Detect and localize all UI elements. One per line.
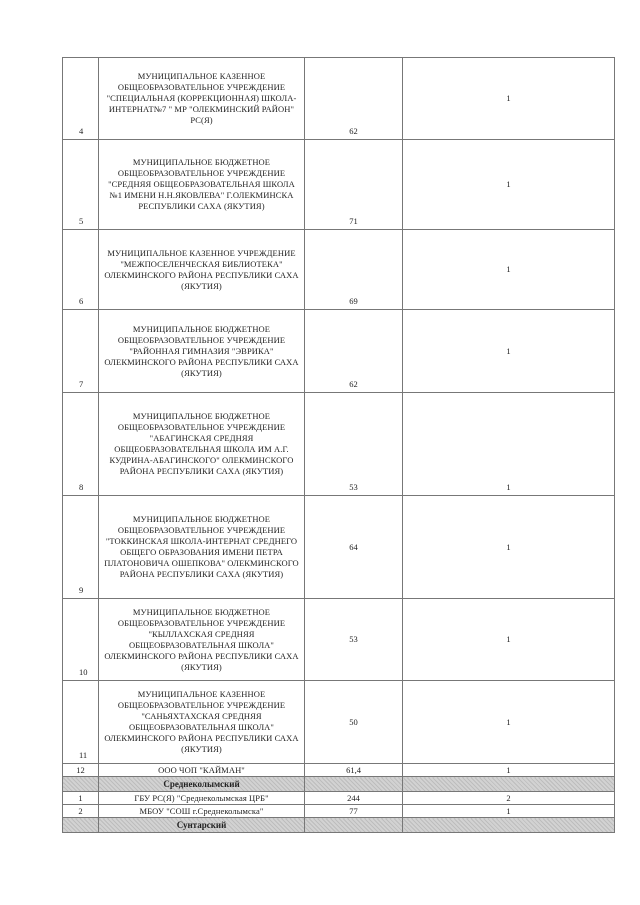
table-row bbox=[63, 792, 615, 805]
organization-name: МУНИЦИПАЛЬНОЕ КАЗЕННОЕ ОБЩЕОБРАЗОВАТЕЛЬНОЕ УЧРЕЖДЕНИЕ "СПЕЦИАЛЬНАЯ (КОРРЕКЦИОННАЯ) ШКОЛА-ИНТЕРНАТ№7 " МР "ОЛЕКМИНСКИЙ РАЙОН" РС(Я) bbox=[99, 58, 305, 140]
table-row bbox=[63, 805, 615, 818]
employee-count: 50 bbox=[305, 681, 403, 764]
quota-value: 1 bbox=[403, 140, 615, 230]
organization-name: МБОУ "СОШ г.Среднеколымска" bbox=[99, 805, 305, 818]
employee-count: 61,4 bbox=[305, 764, 403, 777]
row-number: 10 bbox=[63, 599, 99, 681]
section-title: Сунтарский bbox=[99, 818, 305, 833]
organization-name: ГБУ РС(Я) "Среднеколымская ЦРБ" bbox=[99, 792, 305, 805]
table-row bbox=[63, 393, 615, 496]
section-header bbox=[63, 777, 615, 792]
section-cell-empty bbox=[305, 777, 403, 792]
employee-count: 64 bbox=[305, 496, 403, 599]
section-cell-empty bbox=[305, 818, 403, 833]
quota-value: 2 bbox=[403, 792, 615, 805]
organization-name: МУНИЦИПАЛЬНОЕ БЮДЖЕТНОЕ ОБЩЕОБРАЗОВАТЕЛЬНОЕ УЧРЕЖДЕНИЕ "СРЕДНЯЯ ОБЩЕОБРАЗОВАТЕЛЬНАЯ ШКОЛА №1 ИМЕНИ Н.Н.ЯКОВЛЕВА" Г.ОЛЕКМИНСКА РЕСПУБЛИКИ САХА (ЯКУТИЯ) bbox=[99, 140, 305, 230]
row-number: 11 bbox=[63, 681, 99, 764]
quota-value: 1 bbox=[403, 764, 615, 777]
quota-value: 1 bbox=[403, 58, 615, 140]
organization-name: МУНИЦИПАЛЬНОЕ БЮДЖЕТНОЕ ОБЩЕОБРАЗОВАТЕЛЬНОЕ УЧРЕЖДЕНИЕ "КЫЛЛАХСКАЯ СРЕДНЯЯ ОБЩЕОБРАЗОВАТЕЛЬНАЯ ШКОЛА" ОЛЕКМИНСКОГО РАЙОНА РЕСПУБЛИКИ САХА (ЯКУТИЯ) bbox=[99, 599, 305, 681]
quota-value: 1 bbox=[403, 681, 615, 764]
employee-count: 62 bbox=[305, 310, 403, 393]
quota-value: 1 bbox=[403, 230, 615, 310]
section-cell-empty bbox=[403, 818, 615, 833]
quota-value: 1 bbox=[403, 805, 615, 818]
table-row bbox=[63, 599, 615, 681]
employee-count: 71 bbox=[305, 140, 403, 230]
row-number: 9 bbox=[63, 496, 99, 599]
employee-count: 77 bbox=[305, 805, 403, 818]
row-number: 12 bbox=[63, 764, 99, 777]
table-row bbox=[63, 681, 615, 764]
row-number: 7 bbox=[63, 310, 99, 393]
organization-name: МУНИЦИПАЛЬНОЕ БЮДЖЕТНОЕ ОБЩЕОБРАЗОВАТЕЛЬНОЕ УЧРЕЖДЕНИЕ "АБАГИНСКАЯ СРЕДНЯЯ ОБЩЕОБРАЗОВАТЕЛЬНАЯ ШКОЛА ИМ А.Г. КУДРИНА-АБАГИНСКОГО" ОЛЕКМИНСКОГО РАЙОНА РЕСПУБЛИКИ САХА (ЯКУТИЯ) bbox=[99, 393, 305, 496]
row-number: 4 bbox=[63, 58, 99, 140]
employee-count: 53 bbox=[305, 393, 403, 496]
row-number: 6 bbox=[63, 230, 99, 310]
employee-count: 53 bbox=[305, 599, 403, 681]
employee-count: 62 bbox=[305, 58, 403, 140]
quota-value: 1 bbox=[403, 496, 615, 599]
organization-name: МУНИЦИПАЛЬНОЕ БЮДЖЕТНОЕ ОБЩЕОБРАЗОВАТЕЛЬНОЕ УЧРЕЖДЕНИЕ "ТОККИНСКАЯ ШКОЛА-ИНТЕРНАТ СРЕДНЕГО ОБЩЕГО ОБРАЗОВАНИЯ ИМЕНИ ПЕТРА ПЛАТОНОВИЧА ОШЕПКОВА" ОЛЕКМИНСКОГО РАЙОНА РЕСПУБЛИКИ САХА (ЯКУТИЯ) bbox=[99, 496, 305, 599]
quota-value: 1 bbox=[403, 310, 615, 393]
quota-value: 1 bbox=[403, 393, 615, 496]
quota-value: 1 bbox=[403, 599, 615, 681]
table-row bbox=[63, 764, 615, 777]
organization-name: МУНИЦИПАЛЬНОЕ КАЗЕННОЕ УЧРЕЖДЕНИЕ "МЕЖПОСЕЛЕНЧЕСКАЯ БИБЛИОТЕКА" ОЛЕКМИНСКОГО РАЙОНА РЕСПУБЛИКИ САХА (ЯКУТИЯ) bbox=[99, 230, 305, 310]
section-header bbox=[63, 818, 615, 833]
section-cell-empty bbox=[63, 777, 99, 792]
row-number: 1 bbox=[63, 792, 99, 805]
row-number: 8 bbox=[63, 393, 99, 496]
employee-count: 69 bbox=[305, 230, 403, 310]
row-number: 2 bbox=[63, 805, 99, 818]
section-cell-empty bbox=[403, 777, 615, 792]
section-title: Среднеколымский bbox=[99, 777, 305, 792]
organizations-table bbox=[62, 57, 615, 833]
organization-name: ООО ЧОП "КАЙМАН" bbox=[99, 764, 305, 777]
section-cell-empty bbox=[63, 818, 99, 833]
table-row bbox=[63, 310, 615, 393]
table-row bbox=[63, 230, 615, 310]
employee-count: 244 bbox=[305, 792, 403, 805]
organization-name: МУНИЦИПАЛЬНОЕ БЮДЖЕТНОЕ ОБЩЕОБРАЗОВАТЕЛЬНОЕ УЧРЕЖДЕНИЕ "РАЙОННАЯ ГИМНАЗИЯ "ЭВРИКА" ОЛЕКМИНСКОГО РАЙОНА РЕСПУБЛИКИ САХА (ЯКУТИЯ) bbox=[99, 310, 305, 393]
table-row bbox=[63, 58, 615, 140]
organization-name: МУНИЦИПАЛЬНОЕ КАЗЕННОЕ ОБЩЕОБРАЗОВАТЕЛЬНОЕ УЧРЕЖДЕНИЕ "САНЬЯХТАХСКАЯ СРЕДНЯЯ ОБЩЕОБРАЗОВАТЕЛЬНАЯ ШКОЛА" ОЛЕКМИНСКОГО РАЙОНА РЕСПУБЛИКИ САХА (ЯКУТИЯ) bbox=[99, 681, 305, 764]
table-row bbox=[63, 140, 615, 230]
table-row bbox=[63, 496, 615, 599]
row-number: 5 bbox=[63, 140, 99, 230]
